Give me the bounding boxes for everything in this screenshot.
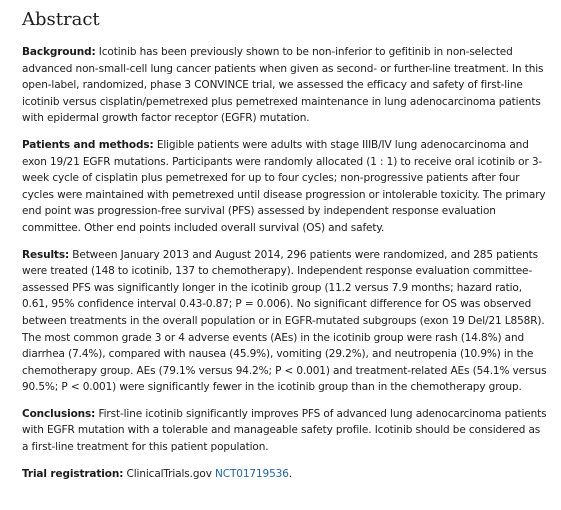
trial-registration-suffix: .: [288, 467, 292, 480]
methods-label: Patients and methods:: [22, 138, 154, 151]
methods-section: [22, 137, 549, 237]
background-text: Icotinib has been previously shown to be non-inferior to gefitinib in non-selected advanced non-small-cell lung cancer patients when given as second- or further-line treatment. In this open-label, randomized, phase 3 CONVINCE trial, we assessed the efficacy and safety of first-line icotinib versus cisplatin/pemetrexed plus pemetrexed maintenance in lung adenocarcinoma patients with epidermal growth factor receptor (EGFR) mutation.: [22, 46, 544, 125]
conclusions-label: Conclusions:: [22, 407, 96, 420]
results-label: Results:: [22, 248, 70, 261]
methods-text: Eligible patients were adults with stage IIIB/IV lung adenocarcinoma and exon 19/21 EGFR mutations. Participants were randomly allocated (1 : 1) to receive oral icotinib or 3-week cycle of cisplatin plus pemetrexed for up to four cycles; non-progressive patients after four cycles were maintained with pemetrexed until disease progression or intolerable toxicity. The primary end point was progression-free survival (PFS) assessed by independent response evaluation committee. Other end points included overall survival (OS) and safety.: [22, 138, 546, 234]
results-text: Between January 2013 and August 2014, 296 patients were randomized, and 285 patients were treated (148 to icotinib, 137 to chemotherapy). Independent response evaluation committee-assessed PFS was significantly longer in the icotinib group (11.2 versus 7.9 months; hazard ratio, 0.61, 95% confidence interval 0.43-0.87; P = 0.006). No significant difference for OS was observed between treatments in the overall population or in EGFR-mutated subgroups (exon 19 Del/21 L858R). The most common grade 3 or 4 adverse events (AEs) in the icotinib group were rash (14.8%) and diarrhea (7.4%), compared with nausea (45.9%), vomiting (29.2%), and neutropenia (10.9%) in the chemotherapy group. AEs (79.1% versus 94.2%; P < 0.001) and treatment-related AEs (54.1% versus 90.5%; P < 0.001) were significantly fewer in the icotinib group than in the chemotherapy group.: [22, 248, 547, 394]
background-section: [22, 44, 549, 127]
abstract-heading: Abstract: [22, 9, 100, 30]
trial-registration-section: [22, 466, 549, 483]
results-section: [22, 247, 549, 396]
conclusions-text: First-line icotinib significantly improves PFS of advanced lung adenocarcinoma patients with EGFR mutation with a tolerable and manageable safety profile. Icotinib should be considered as a first-line treatment for this patient population.: [22, 407, 547, 454]
trial-registration-link[interactable]: NCT01719536: [215, 467, 289, 480]
conclusions-section: [22, 406, 549, 456]
trial-registration-label: Trial registration:: [22, 467, 124, 480]
background-label: Background:: [22, 46, 96, 58]
trial-registration-text: ClinicalTrials.gov: [126, 467, 212, 480]
